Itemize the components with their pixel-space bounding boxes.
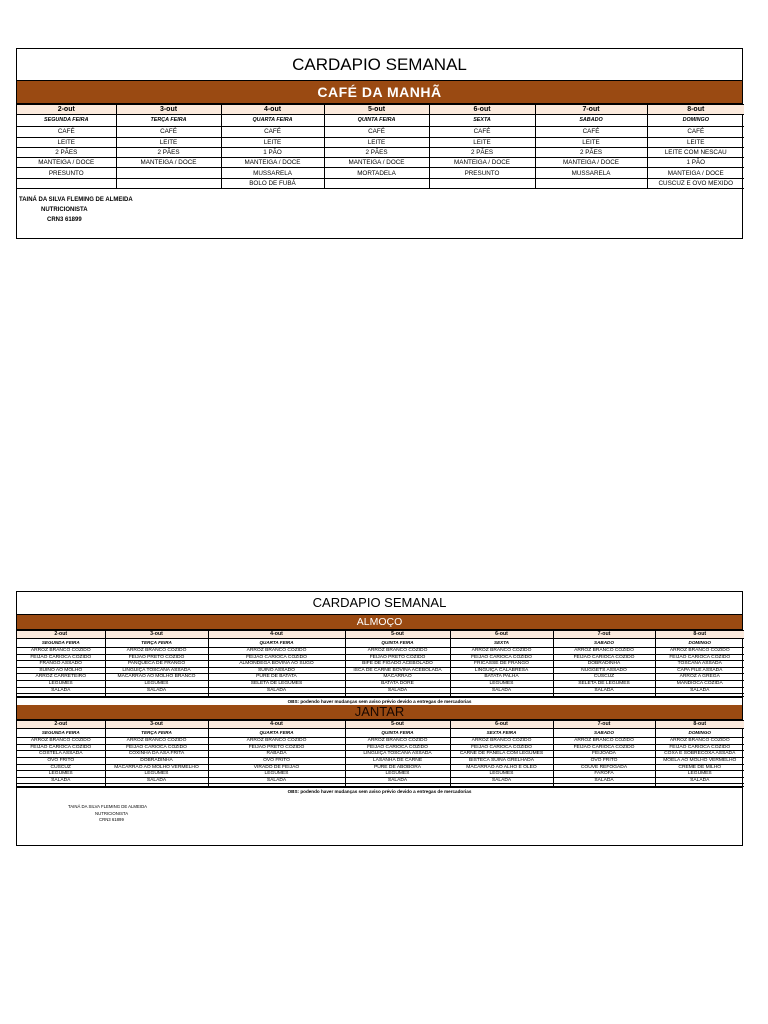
menu-cell: FRANGO ASSADO [17, 661, 105, 668]
menu-cell: CAFÉ [221, 127, 324, 137]
menu-cell: 2 PÃES [535, 147, 647, 157]
date-cell: 8-out [647, 105, 744, 115]
menu-cell: FEIJAO CARIOCA COZIDO [553, 654, 655, 661]
menu-cell: SALADA [553, 777, 655, 784]
breakfast-date [17, 105, 744, 115]
menu-cell: FEIJAO CARIOCA COZIDO [553, 744, 655, 751]
menu-cell: ARROZ BRANCO COZIDO [105, 648, 208, 655]
breakfast-heading: CAFÉ DA MANHÃ [17, 81, 742, 104]
menu-cell: LINGUIÇA TOSCANA ASSADA [345, 751, 450, 758]
menu-cell: FEIJAO CARIOCA COZIDO [17, 744, 105, 751]
breakfast-menu-row [17, 147, 744, 157]
menu-cell: LEITE [535, 137, 647, 147]
weekday-cell: SEGUNDA FEIRA [17, 115, 116, 127]
menu-cell: CAFÉ [429, 127, 535, 137]
date-cell: 8-out [655, 631, 744, 639]
meals-signature [17, 795, 742, 824]
weekday-cell: TERÇA FEIRA [116, 115, 221, 127]
weekday-cell: QUARTA FEIRA [208, 729, 345, 738]
dinner-obs-note: OBS: podendo haver mudanças sem aviso prévio devido a entregas de mercadorias [17, 787, 742, 795]
breakfast-menu-row [17, 168, 744, 178]
menu-cell: FEIJAO CARIOCA COZIDO [105, 744, 208, 751]
date-cell: 3-out [116, 105, 221, 115]
weekday-cell: TERÇA FEIRA [105, 729, 208, 738]
menu-cell: ARROZ BRANCO COZIDO [553, 738, 655, 745]
menu-cell: CAFÉ [324, 127, 429, 137]
menu-cell: MANTEIGA / DOCE [324, 158, 429, 168]
menu-cell: LEGUMES [105, 680, 208, 687]
breakfast-day [17, 115, 744, 127]
menu-cell: ARROZ BRANCO COZIDO [345, 648, 450, 655]
menu-cell: LEITE [324, 137, 429, 147]
menu-cell: MANTEIGA / DOCE [17, 158, 116, 168]
menu-cell: SALADA [345, 687, 450, 694]
menu-cell: LINGUIÇA CALABRESA [450, 667, 553, 674]
menu-cell: SALADA [655, 687, 744, 694]
menu-cell: ARROZ CARRETEIRO [17, 674, 105, 681]
menu-cell: SALADA [450, 777, 553, 784]
weekday-cell: TERÇA FEIRA [105, 639, 208, 648]
weekday-cell: SEGUNDA FEIRA [17, 729, 105, 738]
menu-cell: BATATA DORE [345, 680, 450, 687]
menu-cell: 1 PÃO [647, 158, 744, 168]
nutritionist-role: NUTRICIONISTA [41, 207, 88, 214]
menu-cell: OVO FRITO [17, 757, 105, 764]
menu-cell: LEGUMES [17, 771, 105, 778]
menu-cell: SUINO ASSADO [208, 667, 345, 674]
nutritionist-crn: CRN3 61899 [47, 217, 82, 224]
breakfast-sheet [16, 48, 743, 239]
menu-cell: TOSCANA ASSADA [655, 661, 744, 668]
menu-cell: LEITE COM NESCAU [647, 147, 744, 157]
date-cell: 4-out [208, 721, 345, 729]
dinner-date [17, 721, 744, 729]
breakfast-menu-row [17, 137, 744, 147]
date-cell: 2-out [17, 105, 116, 115]
lunch-menu-row [17, 654, 744, 661]
date-cell: 7-out [535, 105, 647, 115]
breakfast-menu-row [17, 127, 744, 137]
menu-cell: ARROZ A GREGA [655, 674, 744, 681]
menu-cell: MANTEIGA / DOCE [116, 158, 221, 168]
menu-cell: COXINHA DA ASA FRITA [105, 751, 208, 758]
menu-cell: MOELA AO MOLHO VERMELHO [655, 757, 744, 764]
menu-cell: CUSCUZ [553, 674, 655, 681]
menu-cell: ARROZ BRANCO COZIDO [105, 738, 208, 745]
menu-cell: BATATA PALHA [450, 674, 553, 681]
menu-cell: ARROZ BRANCO COZIDO [17, 648, 105, 655]
menu-cell: LEITE [429, 137, 535, 147]
weekday-cell: QUARTA FEIRA [208, 639, 345, 648]
weekday-cell: SEXTA FEIRA [450, 729, 553, 738]
menu-cell: CAFÉ [116, 127, 221, 137]
date-cell: 5-out [345, 631, 450, 639]
weekday-cell: QUARTA FEIRA [221, 115, 324, 127]
menu-cell: MANTEIGA / DOCE [429, 158, 535, 168]
menu-cell: MUSSARELA [535, 168, 647, 178]
lunch-menu-row [17, 667, 744, 674]
date-cell: 4-out [208, 631, 345, 639]
menu-cell: MANTEIGA / DOCE [535, 158, 647, 168]
breakfast-title: CARDAPIO SEMANAL [17, 49, 742, 81]
menu-cell: MANTEIGA / DOCE [647, 168, 744, 178]
weekday-cell: SABADO [553, 639, 655, 648]
menu-cell [324, 178, 429, 188]
lunch-menu-row [17, 680, 744, 687]
dinner-menu-row [17, 777, 744, 784]
weekday-cell: SABADO [535, 115, 647, 127]
menu-cell: LEGUMES [450, 680, 553, 687]
menu-cell: SELETA DE LEGUMES [553, 680, 655, 687]
lunch-day [17, 639, 744, 648]
nutritionist-name: TAINÁ DA SILVA FLEMING DE ALMEIDA [19, 197, 133, 204]
menu-cell: LEGUMES [655, 771, 744, 778]
menu-cell: SALADA [345, 777, 450, 784]
dinner-heading: JANTAR [17, 705, 742, 720]
menu-cell: MACARRAO [345, 674, 450, 681]
menu-cell [17, 178, 116, 188]
menu-cell: MANTEIGA / DOCE [221, 158, 324, 168]
weekday-cell: SEXTA [450, 639, 553, 648]
menu-cell: MANDIOCA COZIDA [655, 680, 744, 687]
date-cell: 3-out [105, 721, 208, 729]
breakfast-menu-row [17, 158, 744, 168]
menu-cell: ARROZ BRANCO COZIDO [450, 738, 553, 745]
menu-cell: 2 PÃES [17, 147, 116, 157]
weekday-cell: QUINTA FEIRA [324, 115, 429, 127]
nutritionist-crn: CRN3 61899 [99, 817, 124, 823]
menu-cell: 2 PÃES [324, 147, 429, 157]
menu-cell: SUINO AO MOLHO [17, 667, 105, 674]
menu-cell: VIRADO DE FEIJAO [208, 764, 345, 771]
breakfast-signature [17, 189, 742, 225]
weekday-cell: SEGUNDA FEIRA [17, 639, 105, 648]
menu-cell: PURE DE BATATA [208, 674, 345, 681]
menu-cell: FEIJOADA [553, 751, 655, 758]
menu-cell [116, 168, 221, 178]
menu-cell: MACARRAO AO MOLHO BRANCO [105, 674, 208, 681]
menu-cell: MUSSARELA [221, 168, 324, 178]
menu-cell: BIFE DE FIGADO ACEBOLADO [345, 661, 450, 668]
menu-cell [116, 178, 221, 188]
lunch-heading: ALMOÇO [17, 615, 742, 630]
menu-cell [429, 178, 535, 188]
date-cell: 5-out [324, 105, 429, 115]
date-cell: 8-out [655, 721, 744, 729]
menu-cell: CAFÉ [535, 127, 647, 137]
weekday-cell: DOMINGO [647, 115, 744, 127]
menu-cell: LEGUMES [450, 771, 553, 778]
menu-cell: FEIJAO CARIOCA COZIDO [655, 744, 744, 751]
weekday-cell: DOMINGO [655, 729, 744, 738]
menu-cell: PRESUNTO [17, 168, 116, 178]
dinner-menu-row [17, 771, 744, 778]
menu-cell: CUSCUZ [17, 764, 105, 771]
date-cell: 6-out [429, 105, 535, 115]
date-cell: 6-out [450, 721, 553, 729]
menu-cell: CARNE DE PANELA COM LEGUMES [450, 751, 553, 758]
lunch-menu-row [17, 648, 744, 655]
menu-cell: ARROZ BRANCO COZIDO [345, 738, 450, 745]
lunch-date [17, 631, 744, 639]
meals-sheet [16, 591, 743, 846]
date-cell: 3-out [105, 631, 208, 639]
menu-cell: FEIJAO CARIOCA COZIDO [450, 744, 553, 751]
menu-cell: FAROFA [553, 771, 655, 778]
dinner-day [17, 729, 744, 738]
menu-cell: CREME DE MILHO [655, 764, 744, 771]
date-cell: 5-out [345, 721, 450, 729]
menu-cell: LEITE [221, 137, 324, 147]
nutritionist-role: NUTRICIONISTA [95, 810, 129, 816]
dinner-menu-row [17, 751, 744, 758]
menu-cell: BISTECA SUINA GRELHADA [450, 757, 553, 764]
weekday-cell: QUINTA FEIRA [345, 729, 450, 738]
menu-cell: LEGUMES [345, 771, 450, 778]
dinner-menu-row [17, 757, 744, 764]
breakfast-menu-row [17, 178, 744, 188]
menu-cell: LEGUMES [208, 771, 345, 778]
menu-cell: ARROZ BRANCO COZIDO [450, 648, 553, 655]
breakfast-table [17, 104, 744, 189]
menu-cell: SALADA [105, 777, 208, 784]
menu-cell: CAPA FILE ASSADA [655, 667, 744, 674]
menu-cell: CAFÉ [647, 127, 744, 137]
menu-cell: SALADA [450, 687, 553, 694]
menu-cell: CAFÉ [17, 127, 116, 137]
menu-cell: SALADA [17, 687, 105, 694]
menu-cell: FEIJAO PRETO COZIDO [208, 744, 345, 751]
menu-cell: FEIJAO PRETO COZIDO [345, 654, 450, 661]
menu-cell: ALMONDEGA BOVINA AO SUGO [208, 661, 345, 668]
weekday-cell: DOMINGO [655, 639, 744, 648]
menu-cell: 1 PÃO [221, 147, 324, 157]
lunch-menu-row [17, 687, 744, 694]
menu-cell: MACARRAO AO MOLHO VERMELHO [105, 764, 208, 771]
menu-cell: COXA E SOBRECOXA ASSADA [655, 751, 744, 758]
menu-cell: SALADA [17, 777, 105, 784]
dinner-menu-row [17, 738, 744, 745]
menu-cell: FEIJAO CARIOCA COZIDO [655, 654, 744, 661]
menu-cell: SALADA [553, 687, 655, 694]
menu-cell: SELETA DE LEGUMES [208, 680, 345, 687]
menu-cell: LEGUMES [17, 680, 105, 687]
date-cell: 7-out [553, 721, 655, 729]
menu-cell: DOBRADINHA [105, 757, 208, 764]
nutritionist-name: TAINÁ DA SILVA FLEMING DE ALMEIDA [68, 804, 148, 810]
menu-cell: LINGUIÇA TOSCANA ASSADA [105, 667, 208, 674]
menu-cell: MACARRAO AO ALHO E OLEO [450, 764, 553, 771]
menu-cell: CUSCUZ E OVO MEXIDO [647, 178, 744, 188]
menu-cell: LEITE [116, 137, 221, 147]
weekday-cell: SABADO [553, 729, 655, 738]
menu-cell: BOLO DE FUBÁ [221, 178, 324, 188]
dinner-menu-row [17, 744, 744, 751]
menu-cell: ARROZ BRANCO COZIDO [655, 648, 744, 655]
menu-cell: PRESUNTO [429, 168, 535, 178]
menu-cell: 2 PÃES [116, 147, 221, 157]
menu-cell: ARROZ BRANCO COZIDO [208, 738, 345, 745]
menu-cell: ARROZ BRANCO COZIDO [553, 648, 655, 655]
menu-cell: LEITE [647, 137, 744, 147]
menu-cell: ARROZ BRANCO COZIDO [208, 648, 345, 655]
lunch-menu-row [17, 661, 744, 668]
date-cell: 7-out [553, 631, 655, 639]
menu-cell: LASANHA DE CARNE [345, 757, 450, 764]
menu-cell: OVO FRITO [553, 757, 655, 764]
menu-cell: PANQUECA DE FRANGO [105, 661, 208, 668]
menu-cell: COUVE REFOGADA [553, 764, 655, 771]
menu-cell: MORTADELA [324, 168, 429, 178]
menu-cell: SALADA [655, 777, 744, 784]
date-cell: 6-out [450, 631, 553, 639]
date-cell: 2-out [17, 631, 105, 639]
lunch-table [17, 630, 744, 697]
date-cell: 2-out [17, 721, 105, 729]
menu-cell: NUGGETS ASSADO [553, 667, 655, 674]
menu-cell: RABADA [208, 751, 345, 758]
dinner-table [17, 720, 744, 787]
menu-cell: DOBRADINHA [553, 661, 655, 668]
menu-cell: OVO FRITO [208, 757, 345, 764]
menu-cell: PURE DE ABOBORA [345, 764, 450, 771]
dinner-menu-row [17, 764, 744, 771]
date-cell: 4-out [221, 105, 324, 115]
menu-cell: FEIJAO CARIOCA COZIDO [208, 654, 345, 661]
weekday-cell: SEXTA [429, 115, 535, 127]
menu-cell: SALADA [208, 777, 345, 784]
menu-cell: ARROZ BRANCO COZIDO [17, 738, 105, 745]
menu-cell: SALADA [105, 687, 208, 694]
menu-cell: LEGUMES [105, 771, 208, 778]
menu-cell: ISCA DE CARNE BOVINA ACEBOLADA [345, 667, 450, 674]
menu-cell: FEIJAO CARIOCA COZIDO [17, 654, 105, 661]
menu-cell: SALADA [208, 687, 345, 694]
menu-cell: FRICASSE DE FRANGO [450, 661, 553, 668]
menu-cell: ARROZ BRANCO COZIDO [655, 738, 744, 745]
lunch-obs-note: OBS: podendo haver mudanças sem aviso prévio devido a entregas de mercadorias [17, 697, 742, 705]
menu-cell [535, 178, 647, 188]
menu-cell: FEIJAO CARIOCA COZIDO [450, 654, 553, 661]
meals-title: CARDAPIO SEMANAL [17, 592, 742, 615]
lunch-menu-row [17, 674, 744, 681]
menu-cell: FEIJAO PRETO COZIDO [105, 654, 208, 661]
menu-cell: 2 PÃES [429, 147, 535, 157]
menu-cell: LEITE [17, 137, 116, 147]
weekday-cell: QUINTA FEIRA [345, 639, 450, 648]
menu-cell: COSTELA ASSADA [17, 751, 105, 758]
menu-cell: FEIJAO CARIOCA COZIDO [345, 744, 450, 751]
